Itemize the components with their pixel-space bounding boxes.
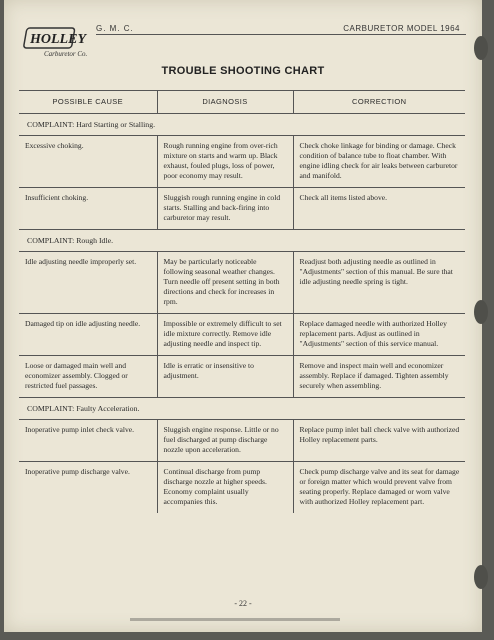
complaint-row xyxy=(19,398,465,420)
diagnosis-cell: Continual discharge from pump discharge nozzle at higher speeds. Economy complaint usually accompanies this. xyxy=(157,462,293,514)
header-carburetor-model: CARBURETOR MODEL 1964 xyxy=(343,24,460,33)
table-row xyxy=(19,314,465,356)
binder-hole xyxy=(474,565,488,589)
correction-cell: Readjust both adjusting needle as outlined in "Adjustments" section of this manual. Be sure that idle adjusting needle spring is tight. xyxy=(293,252,465,314)
diagnosis-cell: Sluggish engine response. Little or no fuel discharged at pump discharge nozzle upon acceleration. xyxy=(157,420,293,462)
diagnosis-cell: Impossible or extremely difficult to set idle mixture correctly. Remove idle adjusting needle and inspect tip. xyxy=(157,314,293,356)
cause-cell: Idle adjusting needle improperly set. xyxy=(19,252,157,314)
holley-logo xyxy=(22,22,98,60)
correction-cell: Check choke linkage for binding or damage. Check condition of balance tube to float chamber. With engine idling check for air leaks between carburetor and manifold. xyxy=(293,136,465,188)
correction-cell: Replace damaged needle with authorized Holley replacement parts. Adjust as outlined in "Adjustments" section of this service manual. xyxy=(293,314,465,356)
svg-text:Carburetor Co.: Carburetor Co. xyxy=(44,50,88,58)
column-header-diagnosis: DIAGNOSIS xyxy=(157,91,293,114)
complaint-row xyxy=(19,230,465,252)
table-row xyxy=(19,462,465,514)
scan-mark xyxy=(130,618,340,621)
cause-cell: Inoperative pump inlet check valve. xyxy=(19,420,157,462)
correction-cell: Check all items listed above. xyxy=(293,188,465,230)
cause-cell: Loose or damaged main well and economizer assembly. Clogged or restricted fuel passages. xyxy=(19,356,157,398)
table-row xyxy=(19,136,465,188)
cause-cell: Insufficient choking. xyxy=(19,188,157,230)
complaint-label: COMPLAINT: Rough Idle. xyxy=(19,230,465,252)
cause-cell: Inoperative pump discharge valve. xyxy=(19,462,157,514)
correction-cell: Replace pump inlet ball check valve with authorized Holley replacement parts. xyxy=(293,420,465,462)
diagnosis-cell: May be particularly noticeable following seasonal weather changes. Turn needle off present setting in both directions and check for increases in rpm. xyxy=(157,252,293,314)
diagnosis-cell: Sluggish rough running engine in cold starts. Stalling and back-firing into carburetor may result. xyxy=(157,188,293,230)
trouble-shooting-table xyxy=(19,90,465,513)
complaint-label: COMPLAINT: Faulty Acceleration. xyxy=(19,398,465,420)
complaint-row xyxy=(19,114,465,136)
column-header-cause: POSSIBLE CAUSE xyxy=(19,91,157,114)
column-header-correction: CORRECTION xyxy=(293,91,465,114)
correction-cell: Remove and inspect main well and economizer assembly. Replace if damaged. Tighten assembly securely when assembling. xyxy=(293,356,465,398)
binder-hole xyxy=(474,36,488,60)
table-row xyxy=(19,188,465,230)
table-row xyxy=(19,420,465,462)
table-row xyxy=(19,252,465,314)
table-row xyxy=(19,356,465,398)
svg-text:HOLLEY: HOLLEY xyxy=(30,32,86,47)
page-number: - 22 - xyxy=(234,599,252,608)
page-title: TROUBLE SHOOTING CHART xyxy=(161,65,325,77)
diagnosis-cell: Rough running engine from over-rich mixture on starts and warm up. Black exhaust, fouled plugs, loss of power, poor economy may result. xyxy=(157,136,293,188)
complaint-label: COMPLAINT: Hard Starting or Stalling. xyxy=(19,114,465,136)
correction-cell: Check pump discharge valve and its seat for damage or foreign matter which would prevent valve from seating properly. Replace damaged or worn valve with authorized Holley replacement part. xyxy=(299,467,460,506)
cause-cell: Excessive choking. xyxy=(19,136,157,188)
manual-page xyxy=(4,0,482,632)
page-header xyxy=(20,20,466,60)
header-rule xyxy=(96,34,466,35)
diagnosis-cell: Idle is erratic or insensitive to adjustment. xyxy=(157,356,293,398)
cause-cell: Damaged tip on idle adjusting needle. xyxy=(19,314,157,356)
binder-hole xyxy=(474,300,488,324)
table-header-row xyxy=(19,91,465,114)
header-model-make: G. M. C. xyxy=(96,24,134,33)
